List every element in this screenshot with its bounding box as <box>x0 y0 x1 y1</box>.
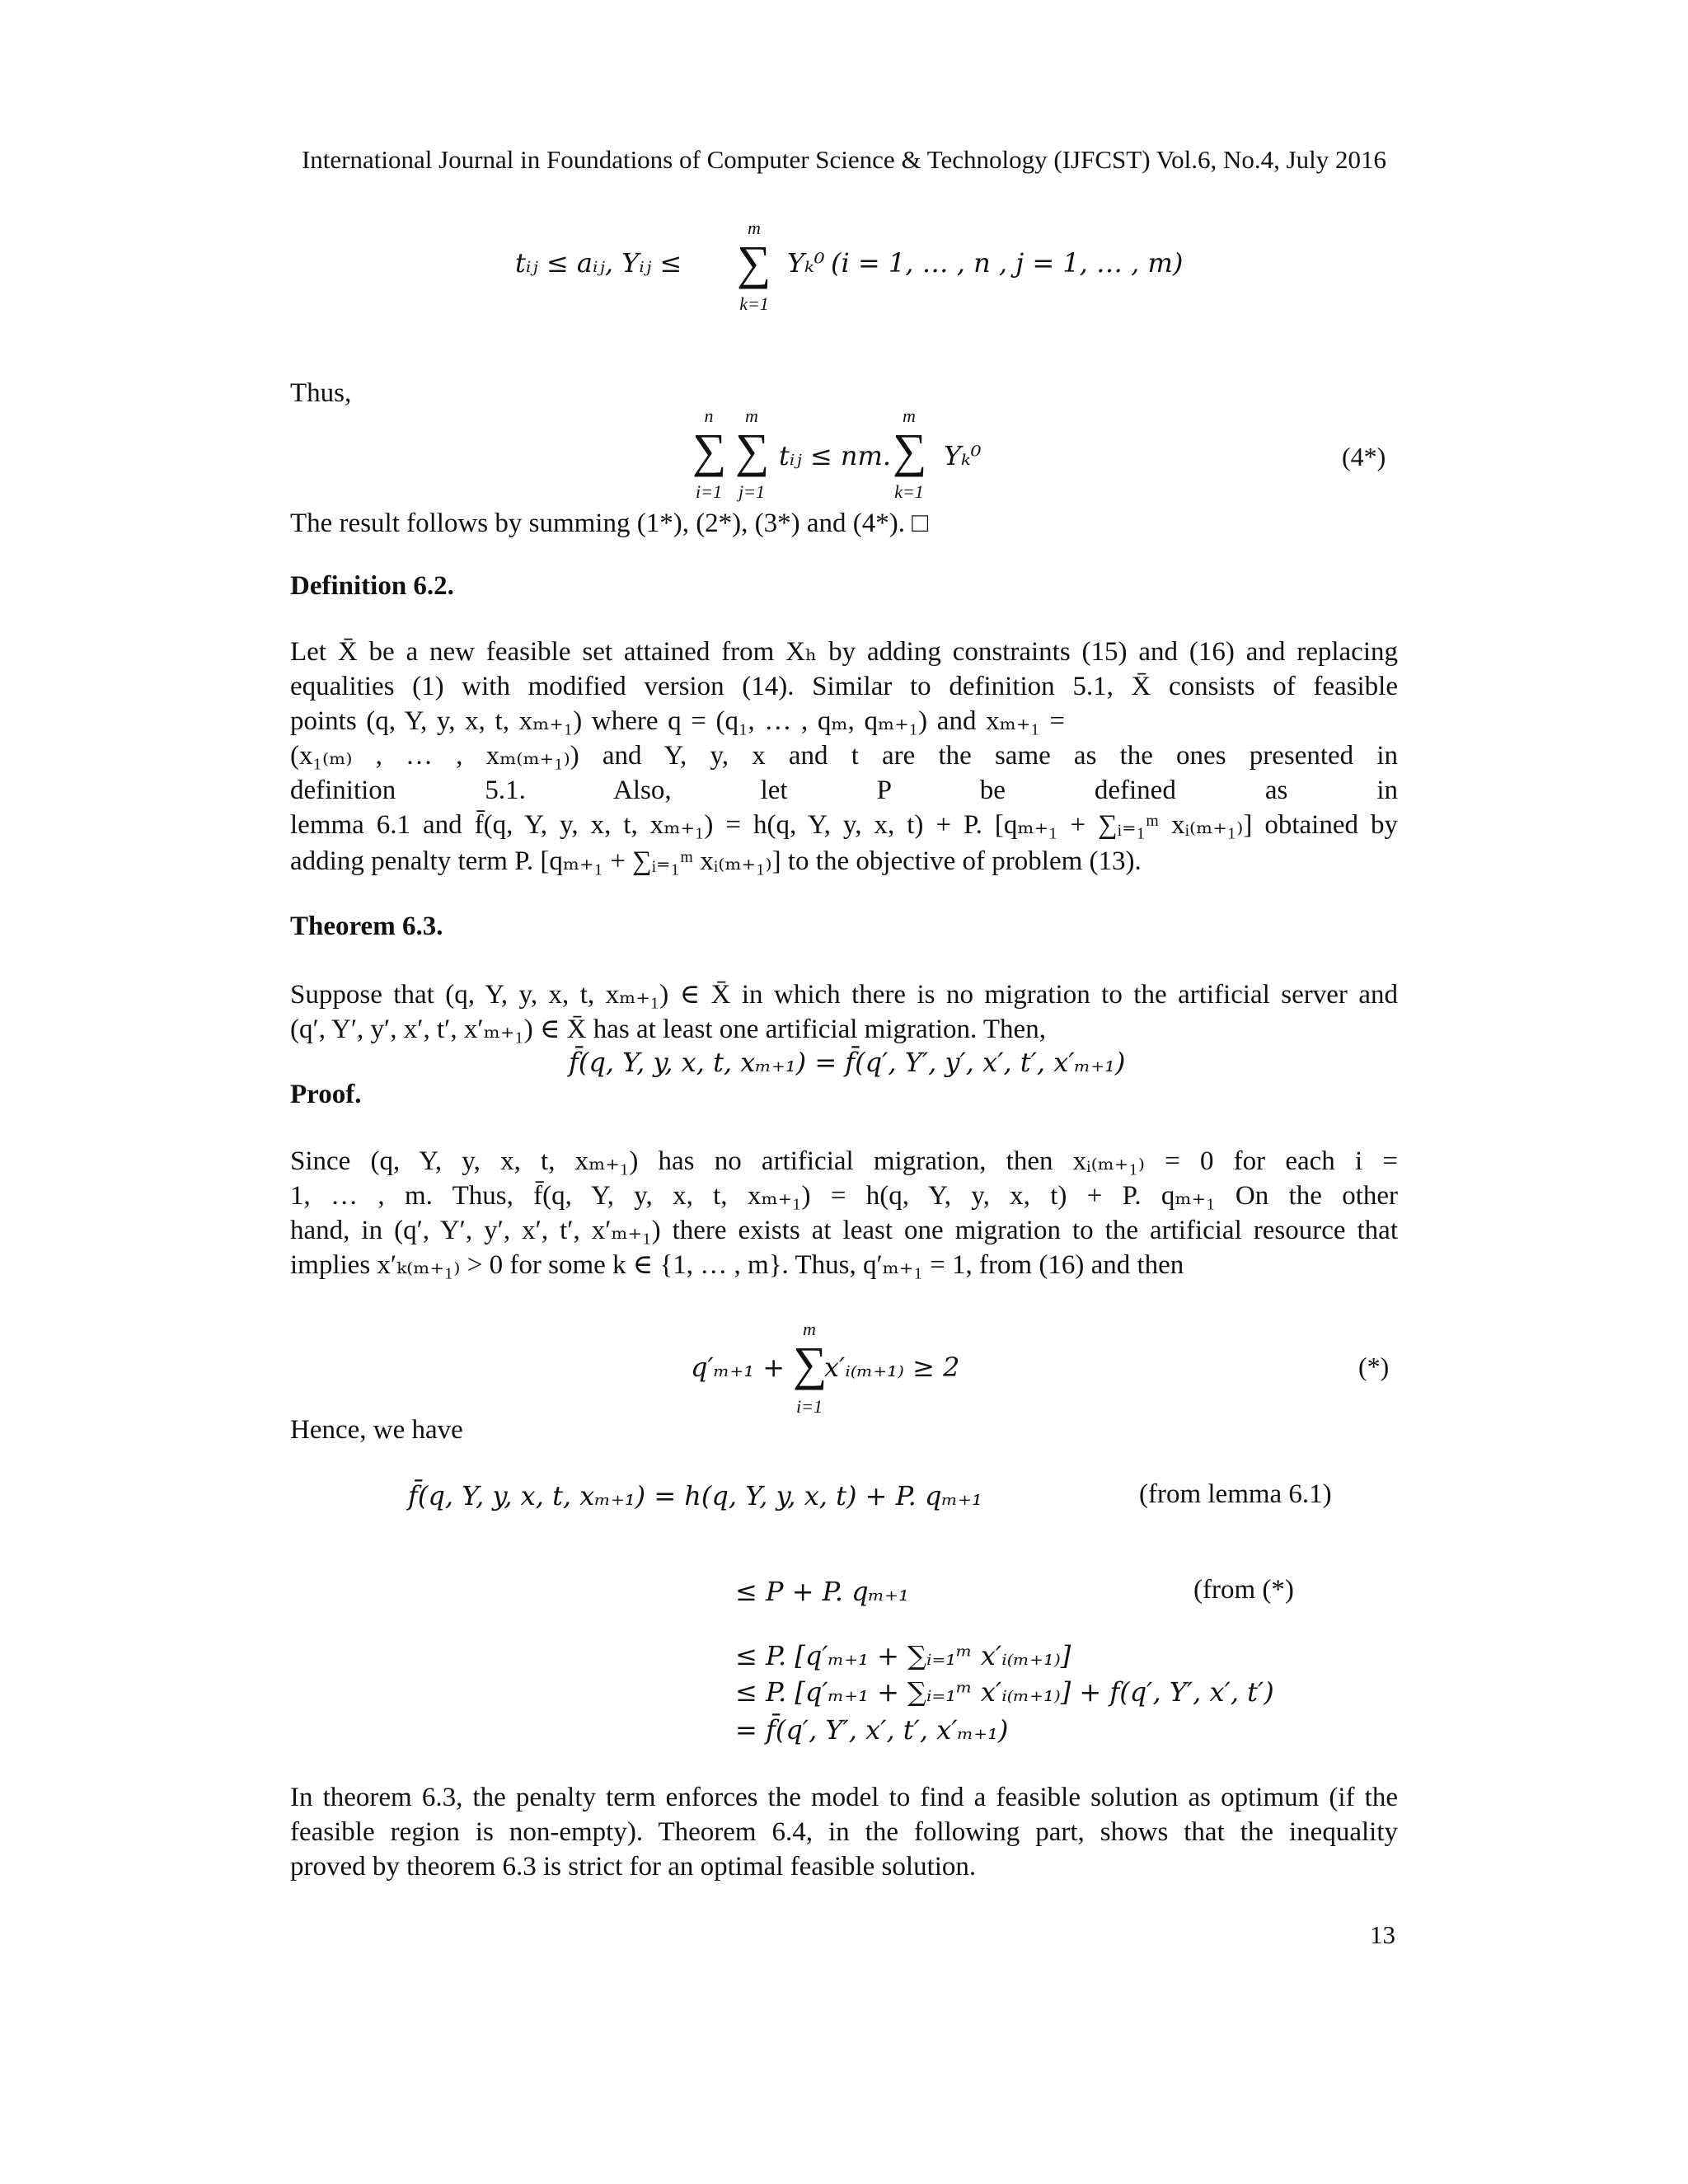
page-number: 13 <box>1370 1920 1395 1949</box>
equation-4-term: Yₖ⁰ <box>944 440 982 471</box>
journal-header: International Journal in Foundations of Computer Science & Technology (IJFCST) Vol.6, No.4, July 2016 <box>301 145 1387 174</box>
equation-top-condition: (i = 1, … , n , j = 1, … , m) <box>831 247 1184 279</box>
sum-symbol: ∑ <box>737 236 771 289</box>
definition-line: points (q, Y, y, x, t, xₘ₊₁) where q = (q₁, … , qₘ, qₘ₊₁) and xₘ₊₁ = <box>290 706 1065 736</box>
hence-label: Hence, we have <box>290 1415 463 1445</box>
derivation-line: = f̄(q′, Y′, x′, t′, x′ₘ₊₁) <box>735 1714 1009 1746</box>
proof-heading: Proof. <box>290 1080 362 1109</box>
sum-symbol: ∑ <box>893 424 927 477</box>
definition-line: definition 5.1. Also, let P be defined as in <box>290 776 1398 805</box>
equation-star-rhs: x′ᵢ₍ₘ₊₁₎ ≥ 2 <box>824 1352 960 1383</box>
definition-heading: Definition 6.2. <box>290 571 454 601</box>
equation-star-lhs: q′ₘ₊₁ + <box>691 1352 785 1383</box>
sum-upper-limit: m <box>803 1319 816 1339</box>
closing-line: feasible region is non-empty). Theorem 6.4, in the following part, shows that the inequality <box>290 1817 1398 1847</box>
derivation-line: ≤ P. [q′ₘ₊₁ + ∑ᵢ₌₁ᵐ x′ᵢ₍ₘ₊₁₎] + f(q′, Y′, x′, t′) <box>735 1676 1274 1708</box>
sum-lower-limit: i=1 <box>796 1396 823 1417</box>
theorem-line: (q′, Y′, y′, x′, t′, x′ₘ₊₁) ∈ X̄ has at least one artificial migration. Then, <box>290 1015 1046 1044</box>
theorem-equation: f̄(q, Y, y, x, t, xₘ₊₁) = f̄(q′, Y′, y′, x′, t′, x′ₘ₊₁) <box>569 1047 1126 1078</box>
derivation-note: (from lemma 6.1) <box>1139 1479 1332 1509</box>
theorem-line: Suppose that (q, Y, y, x, t, xₘ₊₁) ∈ X̄ in which there is no migration to the artificial server and <box>290 980 1398 1010</box>
proof-line: 1, … , m. Thus, f̄(q, Y, y, x, t, xₘ₊₁) = h(q, Y, y, x, t) + P. qₘ₊₁ On the other <box>290 1181 1398 1211</box>
sum-upper-limit: m <box>745 405 758 426</box>
equation-top-lhs: tᵢⱼ ≤ aᵢⱼ, Yᵢⱼ ≤ <box>515 247 682 279</box>
equation-top-term: Yₖ⁰ <box>787 247 825 279</box>
derivation-line: ≤ P + P. qₘ₊₁ <box>735 1576 909 1607</box>
equation-number-4: (4*) <box>1342 442 1386 471</box>
definition-line: equalities (1) with modified version (14). Similar to definition 5.1, X̄ consists of feasible <box>290 672 1398 701</box>
closing-line: proved by theorem 6.3 is strict for an optimal feasible solution. <box>290 1852 977 1882</box>
definition-line: lemma 6.1 and f̄(q, Y, y, x, t, xₘ₊₁) = h(q, Y, y, x, t) + P. [qₘ₊₁ + ∑ᵢ₌₁ᵐ xᵢ₍ₘ₊₁₎] obtained by <box>290 810 1398 840</box>
derivation-line: ≤ P. [q′ₘ₊₁ + ∑ᵢ₌₁ᵐ x′ᵢ₍ₘ₊₁₎] <box>735 1640 1071 1671</box>
equation-4-mid: tᵢⱼ ≤ nm. <box>779 440 892 471</box>
sum-upper-limit: m <box>748 218 761 238</box>
definition-line: adding penalty term P. [qₘ₊₁ + ∑ᵢ₌₁ᵐ xᵢ₍ₘ₊₁₎] to the objective of problem (13). <box>290 846 1142 876</box>
proof-line: hand, in (q′, Y′, y′, x′, t′, x′ₘ₊₁) there exists at least one migration to the artificial resource that <box>290 1216 1398 1245</box>
sum-upper-limit: m <box>903 405 916 426</box>
proof-line: Since (q, Y, y, x, t, xₘ₊₁) has no artificial migration, then xᵢ₍ₘ₊₁₎ = 0 for each i = <box>290 1146 1398 1176</box>
sum-lower-limit: k=1 <box>739 293 769 314</box>
sum-lower-limit: j=1 <box>738 481 765 502</box>
theorem-heading: Theorem 6.3. <box>290 912 443 941</box>
sum-symbol: ∑ <box>793 1337 828 1390</box>
sum-lower-limit: k=1 <box>894 481 924 502</box>
sum-upper-limit: n <box>704 405 714 426</box>
thus-label: Thus, <box>290 378 352 408</box>
result-line: The result follows by summing (1*), (2*), (3*) and (4*). □ <box>290 509 929 538</box>
derivation-note: (from (*) <box>1193 1575 1294 1605</box>
proof-line: implies x′ₖ₍ₘ₊₁₎ > 0 for some k ∈ {1, … , m}. Thus, q′ₘ₊₁ = 1, from (16) and then <box>290 1250 1184 1280</box>
closing-line: In theorem 6.3, the penalty term enforces the model to find a feasible solution as optimum (if the <box>290 1783 1398 1812</box>
sum-symbol: ∑ <box>692 424 727 477</box>
sum-lower-limit: i=1 <box>696 481 722 502</box>
definition-line: (x₁₍ₘ₎ , … , xₘ₍ₘ₊₁₎) and Y, y, x and t are the same as the ones presented in <box>290 741 1398 771</box>
equation-number-star: (*) <box>1358 1352 1390 1381</box>
derivation-line: f̄(q, Y, y, x, t, xₘ₊₁) = h(q, Y, y, x, t) + P. qₘ₊₁ <box>408 1480 982 1511</box>
sum-symbol: ∑ <box>735 424 770 477</box>
definition-line: Let X̄ be a new feasible set attained from Xₕ by adding constraints (15) and (16) and replacing <box>290 637 1398 667</box>
